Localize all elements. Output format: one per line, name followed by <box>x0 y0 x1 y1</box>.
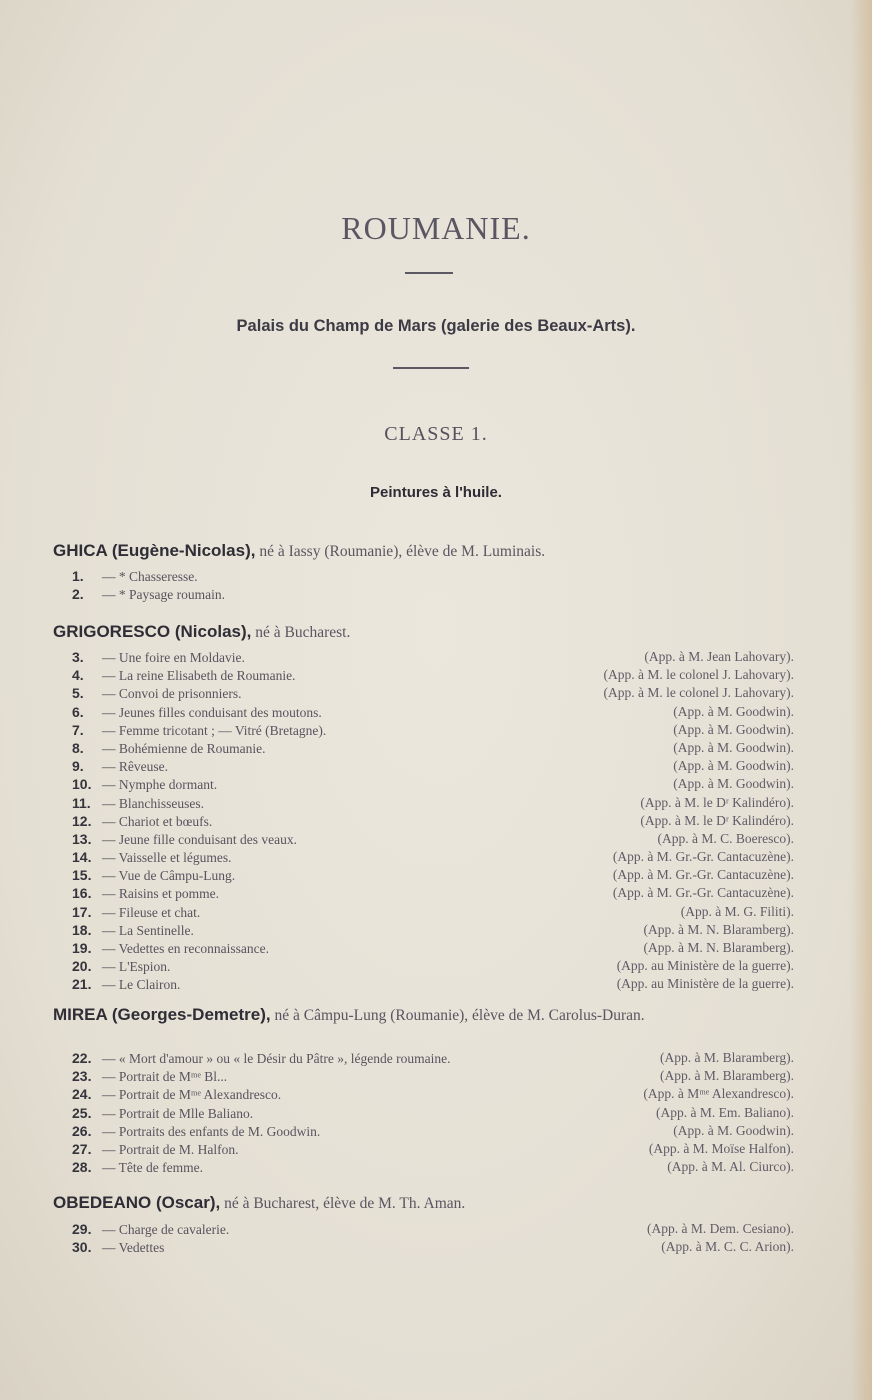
entry-dash: — <box>102 1123 119 1139</box>
entry-number: 5. <box>72 685 84 702</box>
entry-dash: — <box>102 1051 119 1066</box>
entry-provenance: (App. au Ministère de la guerre). <box>616 976 794 992</box>
entry-title: Femme tricotant ; — Vitré (Bretagne). <box>118 722 327 738</box>
list-item <box>72 775 794 793</box>
entry-provenance: (App. à Mᵐᵉ Alexandresco). <box>643 1086 794 1102</box>
entry-title: Chariot et bœufs. <box>118 813 213 829</box>
venue-subtitle: Palais du Champ de Mars (galerie des Beaux-Arts). <box>236 317 636 335</box>
entry-title: * Chasseresse. <box>118 569 198 584</box>
entry-provenance: (App. à M. Dem. Cesiano). <box>647 1221 794 1236</box>
entry-dash: — <box>102 904 119 920</box>
entry-dash: — <box>102 587 119 603</box>
entry-provenance: (App. à M. G. Filiti). <box>680 903 794 919</box>
list-item <box>72 1238 794 1256</box>
artist-name: GRIGORESCO (Nicolas), <box>53 622 252 641</box>
entry-provenance: (App. à M. Goodwin). <box>673 1122 794 1138</box>
entry-dash: — <box>102 1141 119 1157</box>
page-title: ROUMANIE. <box>341 210 531 246</box>
entry-provenance: (App. à M. le colonel J. Lahovary). <box>603 685 794 701</box>
entry-provenance: (App. à M. le Dʳ Kalindéro). <box>640 812 794 828</box>
entry-title: Bohémienne de Roumanie. <box>118 740 266 756</box>
entry-title: Vedettes <box>118 1240 165 1256</box>
entry-number: 20. <box>72 958 92 975</box>
list-item <box>72 648 794 666</box>
entry-list <box>72 567 794 603</box>
entry-title: Tête de femme. <box>118 1160 203 1176</box>
list-item <box>72 939 794 957</box>
entry-title: Charge de cavalerie. <box>118 1222 230 1237</box>
entry-dash: — <box>102 795 119 811</box>
entry-dash: — <box>102 941 119 956</box>
entry-dash: — <box>102 868 119 884</box>
entry-dash: — <box>102 650 119 665</box>
entry-dash: — <box>102 777 119 793</box>
entry-provenance: (App. à M. Em. Baliano). <box>656 1104 794 1120</box>
list-item <box>72 1085 794 1103</box>
entry-provenance: (App. à M. N. Blaramberg). <box>643 940 794 955</box>
entry-number: 11. <box>72 794 91 811</box>
entry-number: 15. <box>72 867 92 884</box>
entry-dash: — <box>102 959 119 975</box>
artist-heading <box>53 1193 812 1213</box>
entry-provenance: (App. à M. Blaramberg). <box>660 1068 794 1084</box>
entry-title: Portrait de Mlle Baliano. <box>118 1105 254 1121</box>
list-item <box>72 957 794 975</box>
list-item <box>72 1122 794 1140</box>
category-heading: Peintures à l'huile. <box>370 484 502 501</box>
class-heading: CLASSE 1. <box>384 423 488 445</box>
list-item <box>72 585 794 603</box>
entry-provenance: (App. à M. Goodwin). <box>673 721 794 737</box>
entry-provenance: (App. à M. Al. Ciurco). <box>667 1159 794 1175</box>
entry-provenance: (App. à M. Goodwin). <box>673 776 794 792</box>
entry-title: Fileuse et chat. <box>118 904 201 920</box>
artist-info: né à Iassy (Roumanie), élève de M. Luminais. <box>255 543 546 560</box>
entry-list <box>72 1220 794 1256</box>
entry-number: 2. <box>72 586 84 603</box>
list-item <box>72 794 794 812</box>
title-rule <box>405 272 453 274</box>
entry-dash: — <box>102 759 119 775</box>
entry-title: * Paysage roumain. <box>118 587 225 603</box>
entry-title: L'Espion. <box>118 959 171 975</box>
entry-number: 25. <box>72 1104 92 1121</box>
entry-provenance: (App. à M. Jean Lahovary). <box>644 649 794 664</box>
entry-number: 6. <box>72 703 84 720</box>
entry-title: Rêveuse. <box>118 759 168 775</box>
entry-dash: — <box>102 850 119 866</box>
entry-provenance: (App. à M. le colonel J. Lahovary). <box>603 667 794 683</box>
entry-number: 29. <box>72 1221 92 1237</box>
entry-title: Jeunes filles conduisant des moutons. <box>118 704 322 720</box>
list-item <box>72 1067 794 1085</box>
entry-provenance: (App. à M. N. Blaramberg). <box>643 921 794 937</box>
entry-dash: — <box>102 668 119 684</box>
entry-title: La Sentinelle. <box>118 922 194 938</box>
entry-dash: — <box>102 1105 119 1121</box>
list-item <box>72 848 794 866</box>
entry-provenance: (App. à M. Goodwin). <box>673 703 794 719</box>
entry-number: 27. <box>72 1140 92 1157</box>
list-item <box>72 866 794 884</box>
entry-title: « Mort d'amour » ou « le Désir du Pâtre », légende roumaine. <box>118 1051 451 1066</box>
entry-number: 28. <box>72 1159 92 1176</box>
entry-dash: — <box>102 722 119 738</box>
entry-title: Portrait de Mᵐᵉ Bl... <box>118 1069 228 1085</box>
artist-info: né à Bucharest. <box>251 624 351 641</box>
list-item <box>72 1220 794 1238</box>
entry-dash: — <box>102 977 119 993</box>
entry-title: Vue de Câmpu-Lung. <box>118 868 236 884</box>
list-item <box>72 1140 794 1158</box>
artist-name: GHICA (Eugène-Nicolas), <box>53 541 256 560</box>
artist-heading <box>53 622 812 642</box>
entry-number: 22. <box>72 1050 92 1066</box>
entry-number: 7. <box>72 721 84 738</box>
entry-title: Raisins et pomme. <box>118 886 219 902</box>
list-item <box>72 921 794 939</box>
entry-dash: — <box>102 1069 119 1085</box>
entry-list <box>72 648 794 994</box>
entry-provenance: (App. à M. Gr.-Gr. Cantacuzène). <box>612 849 794 865</box>
entry-dash: — <box>102 704 119 720</box>
entry-number: 24. <box>72 1086 92 1103</box>
subtitle-rule <box>393 367 469 369</box>
list-item <box>72 567 794 585</box>
list-item <box>72 666 794 684</box>
entry-provenance: (App. à M. Goodwin). <box>673 758 794 774</box>
entry-dash: — <box>102 1240 119 1256</box>
entry-dash: — <box>102 1222 119 1237</box>
entry-number: 21. <box>72 976 92 993</box>
entry-dash: — <box>102 686 119 702</box>
entry-provenance: (App. à M. Blaramberg). <box>660 1050 794 1065</box>
entry-dash: — <box>102 831 119 847</box>
list-item <box>72 1049 794 1067</box>
entry-dash: — <box>102 740 119 756</box>
entry-provenance: (App. au Ministère de la guerre). <box>616 958 794 974</box>
artist-name: MIREA (Georges-Demetre), <box>53 1005 271 1024</box>
entry-number: 1. <box>72 568 84 584</box>
entry-number: 13. <box>72 830 92 847</box>
entry-provenance: (App. à M. Gr.-Gr. Cantacuzène). <box>612 867 794 883</box>
entry-number: 10. <box>72 776 92 793</box>
entry-number: 30. <box>72 1239 92 1256</box>
artist-heading <box>53 1005 812 1025</box>
artist-heading <box>53 541 812 561</box>
artist-name: OBEDEANO (Oscar), <box>53 1193 221 1212</box>
entry-provenance: (App. à M. C. Boeresco). <box>657 830 794 846</box>
list-item <box>72 757 794 775</box>
list-item <box>72 884 794 902</box>
entry-title: Jeune fille conduisant des veaux. <box>118 831 297 847</box>
entry-title: Portrait de M. Halfon. <box>118 1141 239 1157</box>
list-item <box>72 684 794 702</box>
list-item <box>72 903 794 921</box>
entry-number: 19. <box>72 940 92 956</box>
entry-provenance: (App. à M. le Dʳ Kalindéro). <box>640 794 794 810</box>
entry-title: Blanchisseuses. <box>118 795 204 811</box>
entry-title: Portrait de Mᵐᵉ Alexandresco. <box>118 1087 282 1103</box>
list-item <box>72 739 794 757</box>
artist-info: né à Bucharest, élève de M. Th. Aman. <box>220 1195 466 1212</box>
entry-number: 16. <box>72 885 92 902</box>
entry-title: Portraits des enfants de M. Goodwin. <box>118 1123 321 1139</box>
entry-dash: — <box>102 1087 119 1103</box>
entry-dash: — <box>102 886 119 902</box>
entry-number: 18. <box>72 921 92 938</box>
entry-number: 12. <box>72 812 92 829</box>
artist-info: né à Câmpu-Lung (Roumanie), élève de M. Carolus-Duran. <box>270 1007 645 1024</box>
entry-number: 23. <box>72 1068 92 1085</box>
entry-title: La reine Elisabeth de Roumanie. <box>118 668 296 684</box>
entry-dash: — <box>102 1160 119 1176</box>
entry-title: Vedettes en reconnaissance. <box>118 941 269 956</box>
entry-title: Vaisselle et légumes. <box>118 850 232 866</box>
entry-title: Nymphe dormant. <box>118 777 218 793</box>
entry-dash: — <box>102 813 119 829</box>
list-item <box>72 703 794 721</box>
entry-number: 4. <box>72 667 84 684</box>
list-item <box>72 830 794 848</box>
entry-number: 14. <box>72 849 92 866</box>
entry-provenance: (App. à M. C. C. Arion). <box>661 1239 794 1255</box>
entry-title: Une foire en Moldavie. <box>118 650 245 665</box>
entry-provenance: (App. à M. Gr.-Gr. Cantacuzène). <box>612 885 794 901</box>
entry-dash: — <box>102 922 119 938</box>
entry-title: Le Clairon. <box>118 977 181 993</box>
entry-provenance: (App. à M. Goodwin). <box>673 739 794 755</box>
entry-title: Convoi de prisonniers. <box>118 686 242 702</box>
list-item <box>72 1158 794 1176</box>
entry-dash: — <box>102 569 119 584</box>
entry-number: 17. <box>72 903 92 920</box>
list-item <box>72 1104 794 1122</box>
list-item <box>72 721 794 739</box>
entry-number: 9. <box>72 758 84 775</box>
list-item <box>72 975 794 993</box>
entry-provenance: (App. à M. Moïse Halfon). <box>648 1140 794 1156</box>
entry-number: 26. <box>72 1122 92 1139</box>
entry-number: 8. <box>72 739 84 756</box>
entry-list <box>72 1049 794 1176</box>
list-item <box>72 812 794 830</box>
entry-number: 3. <box>72 649 84 665</box>
